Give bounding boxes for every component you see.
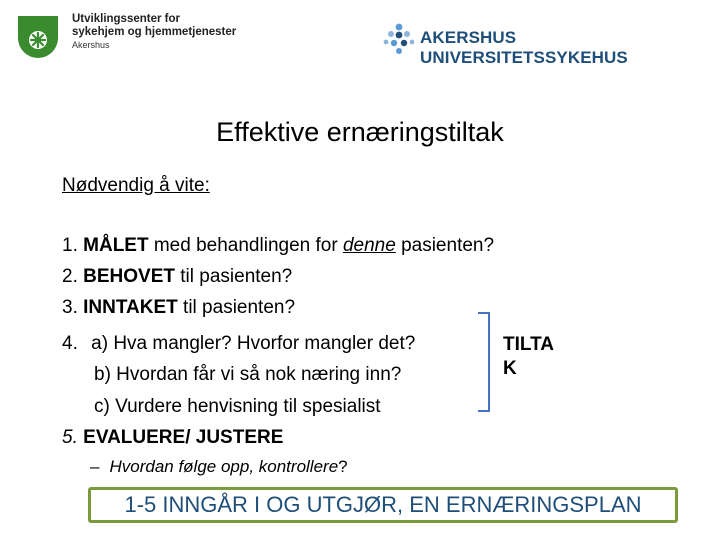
tiltak-label [503, 333, 554, 381]
item-number: 1. [62, 235, 78, 256]
usht-logo-icon [14, 12, 62, 60]
tiltak-line-2: K [503, 358, 517, 379]
ahus-logo-icon [382, 22, 416, 56]
item-number: 5. [62, 427, 78, 448]
item-text: til pasienten? [177, 297, 296, 318]
item-keyword: INNTAKET [83, 297, 178, 318]
logo-line-2: sykehjem og hjemmetjenester [72, 26, 237, 38]
item-text: med behandlingen for [148, 235, 343, 256]
logo-line-3: Akershus [72, 40, 110, 50]
item-emphasis: denne [342, 235, 396, 256]
dash: – [90, 457, 100, 476]
item-text: til pasienten? [175, 266, 293, 287]
logo-line-1: Utviklingssenter for [72, 13, 180, 25]
list-item-4a [62, 333, 415, 355]
item-text: a) Hva mangler? Hvorfor mangler det? [91, 333, 416, 354]
sub-bullet-text: Hvordan følge opp, kontrollere [109, 457, 339, 476]
item-keyword: BEHOVET [83, 266, 175, 287]
list-item-2 [62, 266, 292, 288]
item-keyword: EVALUERE/ JUSTERE [83, 427, 284, 448]
list-item-5 [62, 427, 283, 449]
item-number: 3. [62, 297, 78, 318]
sub-bullet [90, 457, 348, 477]
item-number: 4. [62, 333, 78, 354]
list-item-4b: b) Hvordan får vi så nok næring inn? [94, 364, 402, 385]
usht-logo-text [72, 13, 236, 52]
slide-title: Effektive ernæringstiltak [216, 117, 504, 147]
item-text-tail: pasienten? [395, 235, 495, 256]
ahus-logo-text: AKERSHUS UNIVERSITETSSYKEHUS [420, 28, 628, 67]
subtitle: Nødvendig å vite: [62, 175, 210, 196]
list-item-1 [62, 235, 494, 257]
list-item-4c: c) Vurdere henvisning til spesialist [94, 396, 381, 417]
item-number: 2. [62, 266, 78, 287]
item-keyword: MÅLET [83, 235, 149, 256]
tiltak-line-1: TILTA [503, 334, 554, 355]
list-item-3 [62, 297, 295, 319]
tiltak-bracket [478, 312, 490, 412]
plan-box: 1-5 INNGÅR I OG UTGJØR, EN ERNÆRINGSPLAN [88, 487, 678, 523]
sub-bullet-tail: ? [338, 457, 348, 476]
